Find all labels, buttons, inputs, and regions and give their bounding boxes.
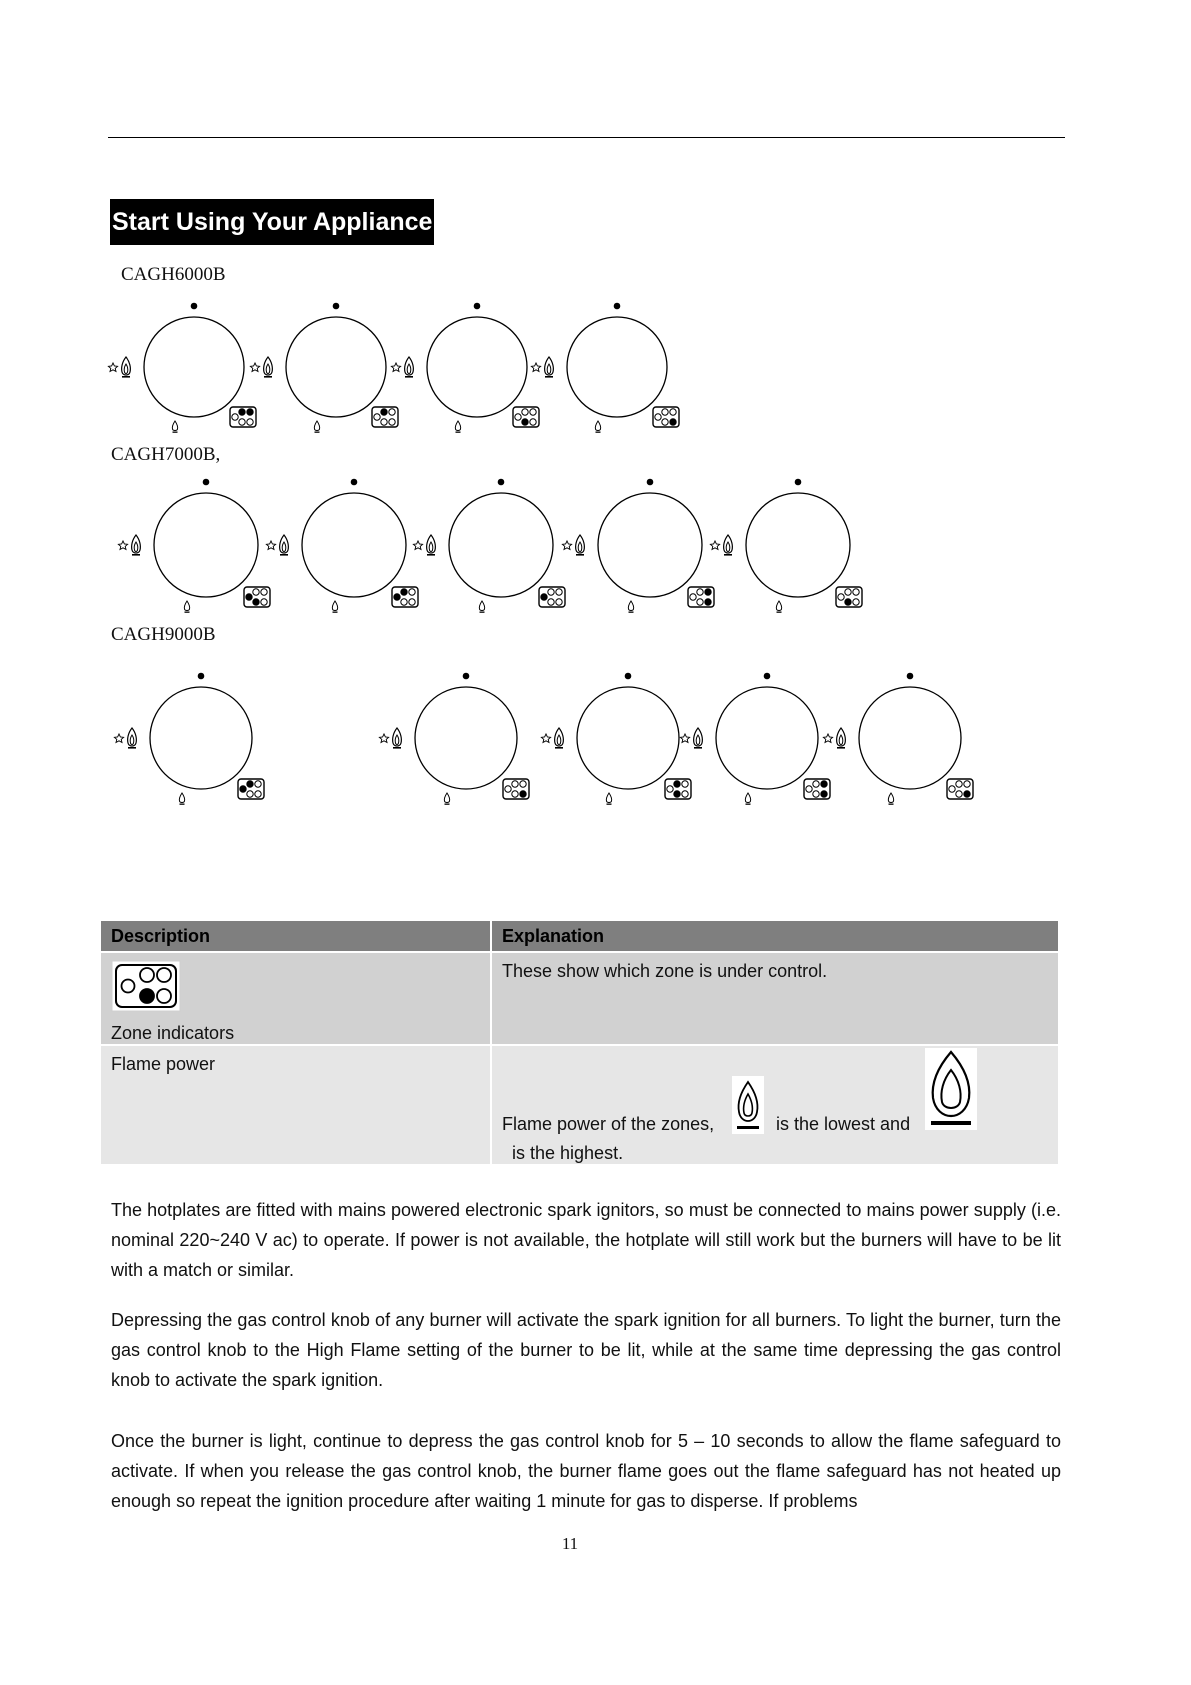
zone-indicator-icon (513, 407, 539, 427)
model-label-cagh6000b: CAGH6000B (121, 264, 226, 285)
flame-explanation-part3: is the highest. (512, 1143, 624, 1163)
low-flame-marker-icon (184, 601, 189, 613)
control-knob (261, 292, 411, 442)
header-rule (108, 137, 1065, 138)
paragraph-ignition-procedure: Depressing the gas control knob of any burner will activate the spark ignition for all burners. To light the burner, turn the gas control knob to the High Flame setting of the burner to be lit, while at the same time depressing the gas control knob to activate the spark ignition. (111, 1310, 1061, 1390)
knob-ring (859, 687, 961, 789)
off-position-dot (764, 673, 771, 680)
flame-explanation-part2: is the lowest and (776, 1114, 911, 1134)
page-heading: Start Using Your Appliance (110, 199, 434, 245)
control-knob (553, 663, 703, 813)
low-flame-marker-icon (479, 601, 484, 613)
off-position-dot (647, 479, 654, 486)
zone-indicator-icon (539, 587, 565, 607)
off-position-dot (474, 303, 481, 310)
control-knob (723, 470, 873, 620)
low-flame-marker-icon (628, 601, 633, 613)
flame-description-cell (101, 1045, 491, 1164)
low-flame-marker-icon (455, 421, 460, 433)
zone-description-cell (101, 952, 491, 1045)
low-flame-marker-icon (606, 793, 611, 805)
header-description: Description (101, 921, 491, 952)
control-knob (835, 663, 985, 813)
high-flame-marker-icon (114, 728, 136, 749)
off-position-dot (333, 303, 340, 310)
knob-ring (154, 493, 258, 597)
zone-indicator-icon (947, 779, 973, 799)
high-flame-marker-icon (541, 728, 563, 749)
knob-ring (716, 687, 818, 789)
off-position-dot (795, 479, 802, 486)
zone-indicator-icon (688, 587, 714, 607)
description-table (101, 921, 1060, 1164)
knob-ring (746, 493, 850, 597)
control-knob (575, 470, 725, 620)
knob-ring (598, 493, 702, 597)
low-flame-icon (732, 1076, 764, 1139)
flame-explanation-part1: Flame power of the zones, (502, 1114, 715, 1134)
paragraph-spark-ignitors: The hotplates are fitted with mains powered electronic spark ignitors, so must be connected to mains power supply (i.e. nominal 220~240 V ac) to operate. If power is not available, the hotplate will still work but the burners will have to be lit with a match or similar. (111, 1200, 1061, 1280)
knob-ring (144, 317, 244, 417)
table-row-zone-indicators (101, 952, 1059, 1045)
knob-ring (302, 493, 406, 597)
zone-explanation-cell (491, 952, 1059, 1045)
table-row-flame-power (101, 1045, 1059, 1164)
off-position-dot (463, 673, 470, 680)
low-flame-marker-icon (172, 421, 177, 433)
flame-power-label: Flame power (111, 1054, 216, 1074)
off-position-dot (351, 479, 358, 486)
control-knob (391, 663, 541, 813)
control-knob (131, 470, 281, 620)
off-position-dot (191, 303, 198, 310)
zone-indicator-icon (665, 779, 691, 799)
control-knob (426, 470, 576, 620)
off-position-dot (498, 479, 505, 486)
control-knob (402, 292, 552, 442)
low-flame-marker-icon (888, 793, 893, 805)
control-knob (279, 470, 429, 620)
knob-ring (449, 493, 553, 597)
zone-explanation: These show which zone is under control. (502, 961, 828, 981)
low-flame-marker-icon (595, 421, 600, 433)
zone-indicator-icon (230, 407, 256, 427)
zone-indicator-icon (804, 779, 830, 799)
zone-indicator-icon (836, 587, 862, 607)
knob-ring (286, 317, 386, 417)
flame-explanation-cell (491, 1045, 1059, 1164)
low-flame-marker-icon (444, 793, 449, 805)
zone-indicator-icon (372, 407, 398, 427)
off-position-dot (907, 673, 914, 680)
off-position-dot (625, 673, 632, 680)
knob-ring (415, 687, 517, 789)
off-position-dot (198, 673, 205, 680)
high-flame-marker-icon (108, 357, 130, 378)
model-label-cagh7000b: CAGH7000B, (111, 444, 221, 465)
knob-ring (567, 317, 667, 417)
low-flame-marker-icon (179, 793, 184, 805)
knob-ring (427, 317, 527, 417)
zone-indicator-icon (238, 779, 264, 799)
header-explanation: Explanation (491, 921, 1059, 952)
control-knob (542, 292, 692, 442)
off-position-dot (203, 479, 210, 486)
model-label-cagh9000b: CAGH9000B (111, 624, 216, 645)
page-number: 11 (561, 1534, 579, 1553)
low-flame-marker-icon (332, 601, 337, 613)
control-knob (119, 292, 269, 442)
paragraph-flame-safeguard: Once the burner is light, continue to depress the gas control knob for 5 – 10 seconds to allow the flame safeguard to activate. If when you release the gas control knob, the burner flame goes out the flame safeguard has not heated up enough so repeat the ignition procedure after waiting 1 minute for gas to disperse. If problems (111, 1431, 1061, 1511)
high-flame-marker-icon (379, 728, 401, 749)
knob-ring (577, 687, 679, 789)
control-knob (126, 663, 276, 813)
high-flame-icon (925, 1048, 977, 1135)
low-flame-marker-icon (745, 793, 750, 805)
zone-indicator-icon (111, 960, 181, 1017)
zone-indicator-icon (653, 407, 679, 427)
high-flame-marker-icon (118, 535, 140, 556)
zone-indicator-icon (244, 587, 270, 607)
low-flame-marker-icon (314, 421, 319, 433)
zone-indicators-label: Zone indicators (111, 1023, 235, 1043)
off-position-dot (614, 303, 621, 310)
control-knob (692, 663, 842, 813)
low-flame-marker-icon (776, 601, 781, 613)
zone-indicator-icon (392, 587, 418, 607)
zone-indicator-icon (503, 779, 529, 799)
knob-ring (150, 687, 252, 789)
